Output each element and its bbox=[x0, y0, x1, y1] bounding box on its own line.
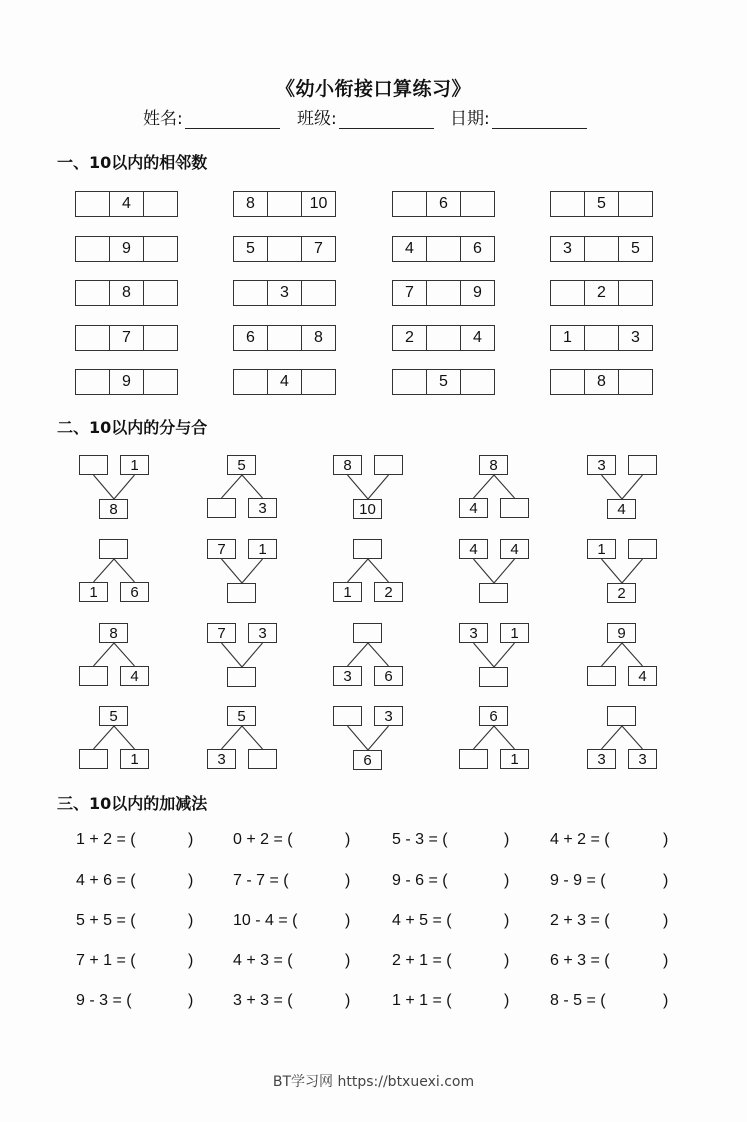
number-cell[interactable] bbox=[426, 237, 460, 261]
number-cell[interactable] bbox=[143, 237, 177, 261]
number-cell[interactable] bbox=[76, 192, 109, 216]
name-label: 姓名: bbox=[143, 109, 183, 129]
number-bond-merge bbox=[192, 539, 292, 605]
bond-box-right: 1 bbox=[500, 623, 529, 643]
date-label: 日期: bbox=[450, 109, 490, 129]
bond-box-right: 3 bbox=[374, 706, 403, 726]
name-input-line[interactable] bbox=[185, 110, 280, 129]
number-cell: 6 bbox=[246, 329, 255, 346]
close-paren: ) bbox=[663, 872, 669, 889]
adjacent-number-strip bbox=[233, 369, 336, 395]
answer-blank[interactable] bbox=[151, 872, 183, 892]
equation: 8 - 5 = ( bbox=[550, 992, 606, 1009]
number-cell: 3 bbox=[563, 240, 572, 257]
number-cell[interactable] bbox=[551, 281, 584, 305]
bond-box-left: 3 bbox=[459, 623, 488, 643]
number-cell[interactable] bbox=[76, 326, 109, 350]
number-bond-split bbox=[64, 706, 164, 772]
number-cell[interactable] bbox=[267, 192, 301, 216]
class-field bbox=[297, 104, 434, 129]
number-cell[interactable] bbox=[301, 370, 335, 394]
number-bond-merge bbox=[572, 455, 672, 521]
equation: 3 + 3 = ( bbox=[233, 992, 293, 1009]
bond-box-total: 5 bbox=[99, 706, 128, 726]
bond-box-left: 7 bbox=[207, 539, 236, 559]
equation: 4 + 2 = ( bbox=[550, 831, 610, 848]
number-bond-split bbox=[444, 706, 544, 772]
number-cell[interactable] bbox=[551, 370, 584, 394]
close-paren: ) bbox=[188, 952, 194, 969]
bond-box-total[interactable] bbox=[479, 583, 508, 603]
answer-blank[interactable] bbox=[151, 952, 183, 972]
number-cell[interactable] bbox=[551, 192, 584, 216]
bond-box-right: 3 bbox=[248, 623, 277, 643]
bond-box-total: 5 bbox=[227, 706, 256, 726]
number-bond-merge bbox=[444, 539, 544, 605]
answer-blank[interactable] bbox=[467, 952, 499, 972]
number-cell[interactable] bbox=[76, 370, 109, 394]
adjacent-number-strip bbox=[392, 369, 495, 395]
bond-box-total: 8 bbox=[99, 499, 128, 519]
bond-box-total[interactable] bbox=[607, 706, 636, 726]
answer-blank[interactable] bbox=[151, 992, 183, 1012]
answer-blank[interactable] bbox=[625, 992, 658, 1012]
close-paren: ) bbox=[504, 952, 510, 969]
close-paren: ) bbox=[188, 992, 194, 1009]
bond-box-right[interactable] bbox=[248, 749, 277, 769]
number-cell[interactable] bbox=[267, 326, 301, 350]
bond-box-right: 6 bbox=[374, 666, 403, 686]
number-cell: 5 bbox=[618, 237, 652, 261]
bond-box-right: 4 bbox=[120, 666, 149, 686]
bond-box-left[interactable] bbox=[207, 498, 236, 518]
number-cell[interactable] bbox=[234, 281, 267, 305]
class-input-line[interactable] bbox=[339, 110, 434, 129]
answer-blank[interactable] bbox=[308, 952, 340, 972]
close-paren: ) bbox=[188, 912, 194, 929]
number-cell[interactable] bbox=[234, 370, 267, 394]
adjacent-number-strip bbox=[550, 280, 653, 306]
adjacent-number-strip bbox=[75, 325, 178, 351]
name-field bbox=[143, 104, 280, 129]
equation: 7 + 1 = ( bbox=[76, 952, 136, 969]
adjacent-number-strip bbox=[550, 325, 653, 351]
number-cell[interactable] bbox=[426, 326, 460, 350]
section3-title: 三、10以内的加减法 bbox=[57, 794, 208, 813]
equation: 1 + 1 = ( bbox=[392, 992, 452, 1009]
bond-box-right[interactable] bbox=[500, 498, 529, 518]
bond-box-left: 4 bbox=[459, 498, 488, 518]
bond-box-total: 6 bbox=[479, 706, 508, 726]
bond-box-total: 8 bbox=[479, 455, 508, 475]
number-cell[interactable] bbox=[618, 281, 652, 305]
number-cell[interactable] bbox=[584, 326, 618, 350]
adjacent-number-strip bbox=[233, 191, 336, 217]
close-paren: ) bbox=[504, 912, 510, 929]
bond-box-total[interactable] bbox=[227, 583, 256, 603]
number-cell[interactable] bbox=[393, 370, 426, 394]
answer-blank[interactable] bbox=[625, 952, 658, 972]
answer-blank[interactable] bbox=[308, 872, 340, 892]
adjacent-number-strip bbox=[75, 236, 178, 262]
adjacent-number-strip bbox=[75, 191, 178, 217]
page-title: 《幼小衔接口算练习》 bbox=[275, 78, 471, 100]
bond-box-left: 3 bbox=[587, 749, 616, 769]
answer-blank[interactable] bbox=[467, 992, 499, 1012]
number-cell: 8 bbox=[246, 195, 255, 212]
bond-box-left[interactable] bbox=[79, 666, 108, 686]
bond-box-left: 8 bbox=[333, 455, 362, 475]
number-cell[interactable] bbox=[76, 281, 109, 305]
number-bond-merge bbox=[64, 455, 164, 521]
number-cell: 9 bbox=[460, 281, 494, 305]
bond-box-total: 4 bbox=[607, 499, 636, 519]
number-cell: 6 bbox=[460, 237, 494, 261]
number-cell[interactable] bbox=[301, 281, 335, 305]
bond-box-right[interactable] bbox=[628, 455, 657, 475]
close-paren: ) bbox=[188, 872, 194, 889]
answer-blank[interactable] bbox=[625, 912, 658, 932]
adjacent-number-strip bbox=[75, 369, 178, 395]
number-cell: 7 bbox=[405, 284, 414, 301]
number-cell: 1 bbox=[563, 329, 572, 346]
bond-box-left[interactable] bbox=[459, 749, 488, 769]
bond-box-total: 9 bbox=[607, 623, 636, 643]
number-bond-split bbox=[64, 539, 164, 605]
bond-box-left: 1 bbox=[79, 582, 108, 602]
number-cell: 10 bbox=[301, 192, 335, 216]
bond-box-left[interactable] bbox=[333, 706, 362, 726]
answer-blank[interactable] bbox=[467, 872, 499, 892]
close-paren: ) bbox=[504, 872, 510, 889]
equation: 6 + 3 = ( bbox=[550, 952, 610, 969]
bond-box-total: 6 bbox=[353, 750, 382, 770]
equation: 2 + 3 = ( bbox=[550, 912, 610, 929]
answer-blank[interactable] bbox=[467, 831, 499, 851]
bond-box-left: 3 bbox=[587, 455, 616, 475]
answer-blank[interactable] bbox=[625, 831, 658, 851]
number-cell: 5 bbox=[246, 240, 255, 257]
close-paren: ) bbox=[345, 992, 351, 1009]
close-paren: ) bbox=[345, 831, 351, 848]
adjacent-number-strip bbox=[392, 191, 495, 217]
number-cell[interactable] bbox=[267, 237, 301, 261]
class-label: 班级: bbox=[297, 109, 337, 129]
equation: 10 - 4 = ( bbox=[233, 912, 298, 929]
number-cell: 5 bbox=[426, 370, 460, 394]
number-bond-merge bbox=[572, 539, 672, 605]
number-cell: 7 bbox=[109, 326, 143, 350]
bond-box-total: 10 bbox=[353, 499, 382, 519]
bond-box-total[interactable] bbox=[353, 623, 382, 643]
number-cell[interactable] bbox=[143, 192, 177, 216]
number-cell: 9 bbox=[109, 370, 143, 394]
bond-box-total: 8 bbox=[99, 623, 128, 643]
number-cell[interactable] bbox=[460, 370, 494, 394]
number-cell: 4 bbox=[267, 370, 301, 394]
answer-blank[interactable] bbox=[625, 872, 658, 892]
adjacent-number-strip bbox=[550, 236, 653, 262]
footer-watermark: BT学习网 https://btxuexi.com bbox=[272, 1074, 475, 1090]
bond-box-left[interactable] bbox=[79, 749, 108, 769]
number-cell: 7 bbox=[301, 237, 335, 261]
bond-box-left: 1 bbox=[333, 582, 362, 602]
bond-box-left[interactable] bbox=[79, 455, 108, 475]
answer-blank[interactable] bbox=[151, 912, 183, 932]
bond-box-left: 3 bbox=[207, 749, 236, 769]
number-cell: 8 bbox=[109, 281, 143, 305]
close-paren: ) bbox=[504, 992, 510, 1009]
number-bond-split bbox=[192, 455, 292, 521]
number-cell: 6 bbox=[426, 192, 460, 216]
equation: 7 - 7 = ( bbox=[233, 872, 289, 889]
number-cell[interactable] bbox=[143, 370, 177, 394]
number-cell[interactable] bbox=[584, 237, 618, 261]
equation: 1 + 2 = ( bbox=[76, 831, 136, 848]
adjacent-number-strip bbox=[233, 236, 336, 262]
number-cell: 8 bbox=[584, 370, 618, 394]
number-cell[interactable] bbox=[393, 192, 426, 216]
number-cell: 2 bbox=[405, 329, 414, 346]
close-paren: ) bbox=[663, 912, 669, 929]
bond-box-right: 3 bbox=[628, 749, 657, 769]
bond-box-left: 1 bbox=[587, 539, 616, 559]
adjacent-number-strip bbox=[392, 280, 495, 306]
bond-box-right: 1 bbox=[120, 455, 149, 475]
number-cell: 2 bbox=[584, 281, 618, 305]
close-paren: ) bbox=[663, 952, 669, 969]
number-bond-split bbox=[444, 455, 544, 521]
equation: 9 - 3 = ( bbox=[76, 992, 132, 1009]
answer-blank[interactable] bbox=[151, 831, 183, 851]
adjacent-number-strip bbox=[233, 280, 336, 306]
bond-box-total[interactable] bbox=[99, 539, 128, 559]
number-cell: 8 bbox=[301, 326, 335, 350]
number-cell[interactable] bbox=[618, 370, 652, 394]
equation: 4 + 5 = ( bbox=[392, 912, 452, 929]
equation: 0 + 2 = ( bbox=[233, 831, 293, 848]
section1-title: 一、10以内的相邻数 bbox=[57, 153, 208, 172]
answer-blank[interactable] bbox=[467, 912, 499, 932]
bond-box-right: 3 bbox=[248, 498, 277, 518]
bond-box-right: 2 bbox=[374, 582, 403, 602]
date-input-line[interactable] bbox=[492, 110, 587, 129]
close-paren: ) bbox=[663, 831, 669, 848]
answer-blank[interactable] bbox=[308, 912, 340, 932]
number-cell: 3 bbox=[267, 281, 301, 305]
bond-box-right: 1 bbox=[248, 539, 277, 559]
number-cell[interactable] bbox=[76, 237, 109, 261]
number-cell: 5 bbox=[584, 192, 618, 216]
close-paren: ) bbox=[663, 992, 669, 1009]
number-bond-split bbox=[572, 623, 672, 689]
number-cell: 9 bbox=[109, 237, 143, 261]
number-bond-split bbox=[318, 539, 418, 605]
bond-box-total: 5 bbox=[227, 455, 256, 475]
bond-box-right: 4 bbox=[500, 539, 529, 559]
number-cell[interactable] bbox=[460, 192, 494, 216]
bond-box-left: 4 bbox=[459, 539, 488, 559]
number-bond-merge bbox=[318, 455, 418, 521]
adjacent-number-strip bbox=[550, 191, 653, 217]
number-cell: 3 bbox=[618, 326, 652, 350]
equation: 4 + 3 = ( bbox=[233, 952, 293, 969]
close-paren: ) bbox=[345, 952, 351, 969]
adjacent-number-strip bbox=[392, 236, 495, 262]
bond-box-left[interactable] bbox=[587, 666, 616, 686]
adjacent-number-strip bbox=[550, 369, 653, 395]
number-cell[interactable] bbox=[143, 281, 177, 305]
number-cell: 4 bbox=[109, 192, 143, 216]
bond-box-right[interactable] bbox=[374, 455, 403, 475]
number-cell[interactable] bbox=[618, 192, 652, 216]
bond-box-right[interactable] bbox=[628, 539, 657, 559]
equation: 9 - 6 = ( bbox=[392, 872, 448, 889]
adjacent-number-strip bbox=[392, 325, 495, 351]
bond-box-left: 7 bbox=[207, 623, 236, 643]
bond-box-right: 6 bbox=[120, 582, 149, 602]
number-bond-split bbox=[64, 623, 164, 689]
equation: 9 - 9 = ( bbox=[550, 872, 606, 889]
number-bond-split bbox=[318, 623, 418, 689]
bond-box-total: 2 bbox=[607, 583, 636, 603]
close-paren: ) bbox=[345, 912, 351, 929]
number-cell: 4 bbox=[460, 326, 494, 350]
number-cell: 4 bbox=[405, 240, 414, 257]
close-paren: ) bbox=[188, 831, 194, 848]
adjacent-number-strip bbox=[233, 325, 336, 351]
number-cell[interactable] bbox=[143, 326, 177, 350]
date-field bbox=[450, 104, 587, 129]
number-cell[interactable] bbox=[426, 281, 460, 305]
equation: 4 + 6 = ( bbox=[76, 872, 136, 889]
number-bond-merge bbox=[318, 706, 418, 772]
equation: 5 + 5 = ( bbox=[76, 912, 136, 929]
bond-box-total[interactable] bbox=[353, 539, 382, 559]
answer-blank[interactable] bbox=[308, 831, 340, 851]
number-bond-merge bbox=[192, 623, 292, 689]
bond-box-right: 4 bbox=[628, 666, 657, 686]
number-bond-split bbox=[572, 706, 672, 772]
bond-box-right: 1 bbox=[500, 749, 529, 769]
bond-box-left: 3 bbox=[333, 666, 362, 686]
equation: 2 + 1 = ( bbox=[392, 952, 452, 969]
bond-box-total[interactable] bbox=[479, 667, 508, 687]
close-paren: ) bbox=[345, 872, 351, 889]
bond-box-right: 1 bbox=[120, 749, 149, 769]
number-bond-merge bbox=[444, 623, 544, 689]
bond-box-total[interactable] bbox=[227, 667, 256, 687]
number-bond-split bbox=[192, 706, 292, 772]
answer-blank[interactable] bbox=[308, 992, 340, 1012]
close-paren: ) bbox=[504, 831, 510, 848]
equation: 5 - 3 = ( bbox=[392, 831, 448, 848]
section2-title: 二、10以内的分与合 bbox=[57, 418, 208, 437]
adjacent-number-strip bbox=[75, 280, 178, 306]
